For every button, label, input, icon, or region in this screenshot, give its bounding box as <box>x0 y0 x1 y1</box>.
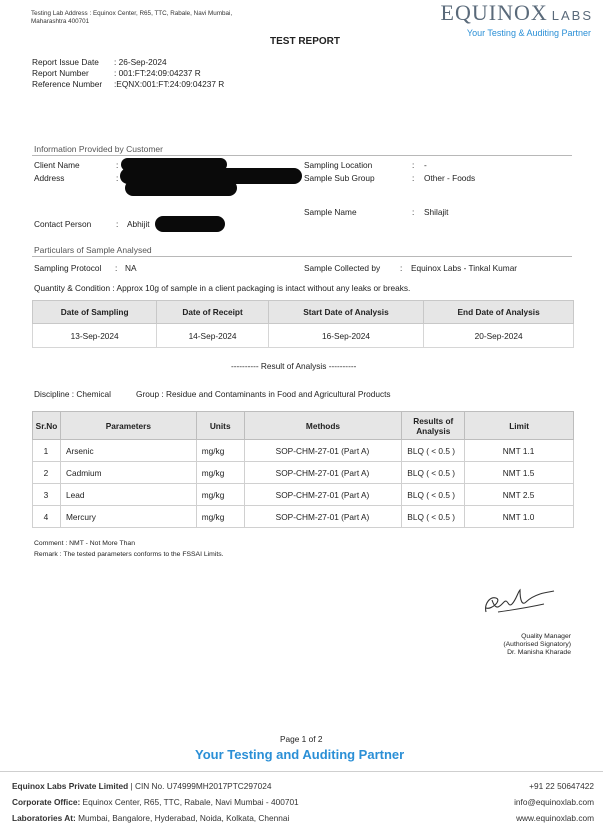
sample-collected-colon: : <box>400 263 403 273</box>
sample-name-colon: : <box>412 207 415 217</box>
table-row: 4 Mercury mg/kg SOP-CHM-27-01 (Part A) BLQ ( < 0.5 ) NMT 1.0 <box>33 506 574 528</box>
results-header-row <box>33 412 574 440</box>
sample-sub-group-label: Sample Sub Group <box>304 173 375 183</box>
table-row: 1 Arsenic mg/kg SOP-CHM-27-01 (Part A) BLQ ( < 0.5 ) NMT 1.1 <box>33 440 574 462</box>
results-header: Methods <box>244 412 402 440</box>
contact-person-colon: : <box>116 219 119 229</box>
results-header: Parameters <box>60 412 196 440</box>
dates-value-row <box>33 324 574 348</box>
logo-sub-text: LABS <box>551 8 593 23</box>
table-row: 3 Lead mg/kg SOP-CHM-27-01 (Part A) BLQ ( < 0.5 ) NMT 2.5 <box>33 484 574 506</box>
redaction-contact-surname <box>155 216 225 232</box>
logo-main-text: EQUINOX <box>440 0 548 25</box>
footer-divider <box>0 771 603 772</box>
results-table <box>32 411 574 528</box>
particulars-section-title: Particulars of Sample Analysed <box>34 245 152 255</box>
footer-office-line <box>12 797 299 807</box>
comment-note: Comment : NMT - Not More Than <box>34 540 135 547</box>
company-logo <box>441 0 593 26</box>
footer-labs-line <box>12 813 289 823</box>
address-colon: : <box>116 173 119 183</box>
date-header: Date of Receipt <box>157 301 268 324</box>
table-row: 2 Cadmium mg/kg SOP-CHM-27-01 (Part A) BLQ ( < 0.5 ) NMT 1.5 <box>33 462 574 484</box>
date-header: End Date of Analysis <box>424 301 574 324</box>
date-value: 14-Sep-2024 <box>157 324 268 348</box>
sample-collected-label: Sample Collected by <box>304 263 381 273</box>
date-value: 13-Sep-2024 <box>33 324 157 348</box>
footer-office-label: Corporate Office: <box>12 797 81 807</box>
sample-sub-group-value: Other - Foods <box>424 173 476 183</box>
sampling-location-value: - <box>424 160 427 170</box>
client-name-label: Client Name <box>34 160 80 170</box>
footer-cin: | CIN No. U74999MH2017PTC297024 <box>128 781 272 791</box>
report-meta-row: Report Issue Date : 26-Sep-2024 <box>32 57 167 67</box>
signatory-block <box>503 633 571 657</box>
results-header: Sr.No <box>33 412 61 440</box>
date-value: 16-Sep-2024 <box>268 324 423 348</box>
sample-sub-group-colon: : <box>412 173 415 183</box>
signatory-authority: (Authorised Signatory) <box>503 641 571 648</box>
sample-name-value: Shilajit <box>424 207 449 217</box>
results-header: Units <box>196 412 244 440</box>
report-meta <box>32 57 224 90</box>
customer-section-title: Information Provided by Customer <box>34 144 163 154</box>
footer-company-name: Equinox Labs Private Limited <box>12 781 129 791</box>
page-number: Page 1 of 2 <box>280 734 323 744</box>
sampling-protocol-label: Sampling Protocol <box>34 263 102 273</box>
report-meta-row: Report Number : 001:FT:24:09:04237 R <box>32 68 201 78</box>
sampling-protocol-value: NA <box>125 263 137 273</box>
section-divider <box>32 155 572 156</box>
footer-company-line <box>12 781 271 791</box>
contact-person-label: Contact Person <box>34 219 92 229</box>
result-of-analysis-heading: ---------- Result of Analysis ---------- <box>231 361 357 371</box>
sample-name-label: Sample Name <box>304 207 357 217</box>
sample-collected-value: Equinox Labs - Tinkal Kumar <box>411 263 518 273</box>
redaction-address <box>125 180 237 196</box>
lab-address: Testing Lab Address : Equinox Center, R65, TTC, Rabale, Navi Mumbai, Maharashtra 400701 <box>31 10 233 25</box>
report-title: TEST REPORT <box>270 36 341 47</box>
sampling-location-colon: : <box>412 160 415 170</box>
remark-note: Remark : The tested parameters conforms to the FSSAI Limits. <box>34 551 224 558</box>
quantity-condition: Quantity & Condition : Approx 10g of sample in a client packaging is intact without any leaks or breaks. <box>34 283 411 293</box>
contact-person-value: Abhijit <box>127 219 150 229</box>
sampling-protocol-colon: : <box>115 263 118 273</box>
address-label: Address <box>34 173 65 183</box>
signatory-name: Dr. Manisha Kharade <box>507 649 571 656</box>
dates-header-row <box>33 301 574 324</box>
discipline-text: Discipline : Chemical <box>34 389 112 399</box>
footer-labs-value: Mumbai, Bangalore, Hyderabad, Noida, Kolkata, Chennai <box>75 813 290 823</box>
footer-labs-label: Laboratories At: <box>12 813 76 823</box>
sampling-location-label: Sampling Location <box>304 160 373 170</box>
results-header: Results of Analysis <box>402 412 465 440</box>
signatory-role: Quality Manager <box>521 633 571 640</box>
footer-website[interactable]: www.equinoxlab.com <box>516 813 594 823</box>
header-tagline: Your Testing & Auditing Partner <box>466 28 591 38</box>
dates-table <box>32 300 574 348</box>
client-name-colon: : <box>116 160 119 170</box>
results-header: Limit <box>465 412 574 440</box>
date-header: Date of Sampling <box>33 301 157 324</box>
footer-tagline: Your Testing and Auditing Partner <box>195 747 405 762</box>
section-divider <box>32 256 572 257</box>
date-value: 20-Sep-2024 <box>424 324 574 348</box>
handwritten-signature <box>478 582 558 622</box>
footer-phone: +91 22 50647422 <box>529 781 594 791</box>
date-header: Start Date of Analysis <box>268 301 423 324</box>
footer-office-value: Equinox Center, R65, TTC, Rabale, Navi Mumbai - 400701 <box>80 797 299 807</box>
report-meta-row: Reference Number :EQNX:001:FT:24:09:04237 R <box>32 79 225 89</box>
group-text: Group : Residue and Contaminants in Food and Agricultural Products <box>136 389 391 399</box>
footer-email[interactable]: info@equinoxlab.com <box>514 797 594 807</box>
